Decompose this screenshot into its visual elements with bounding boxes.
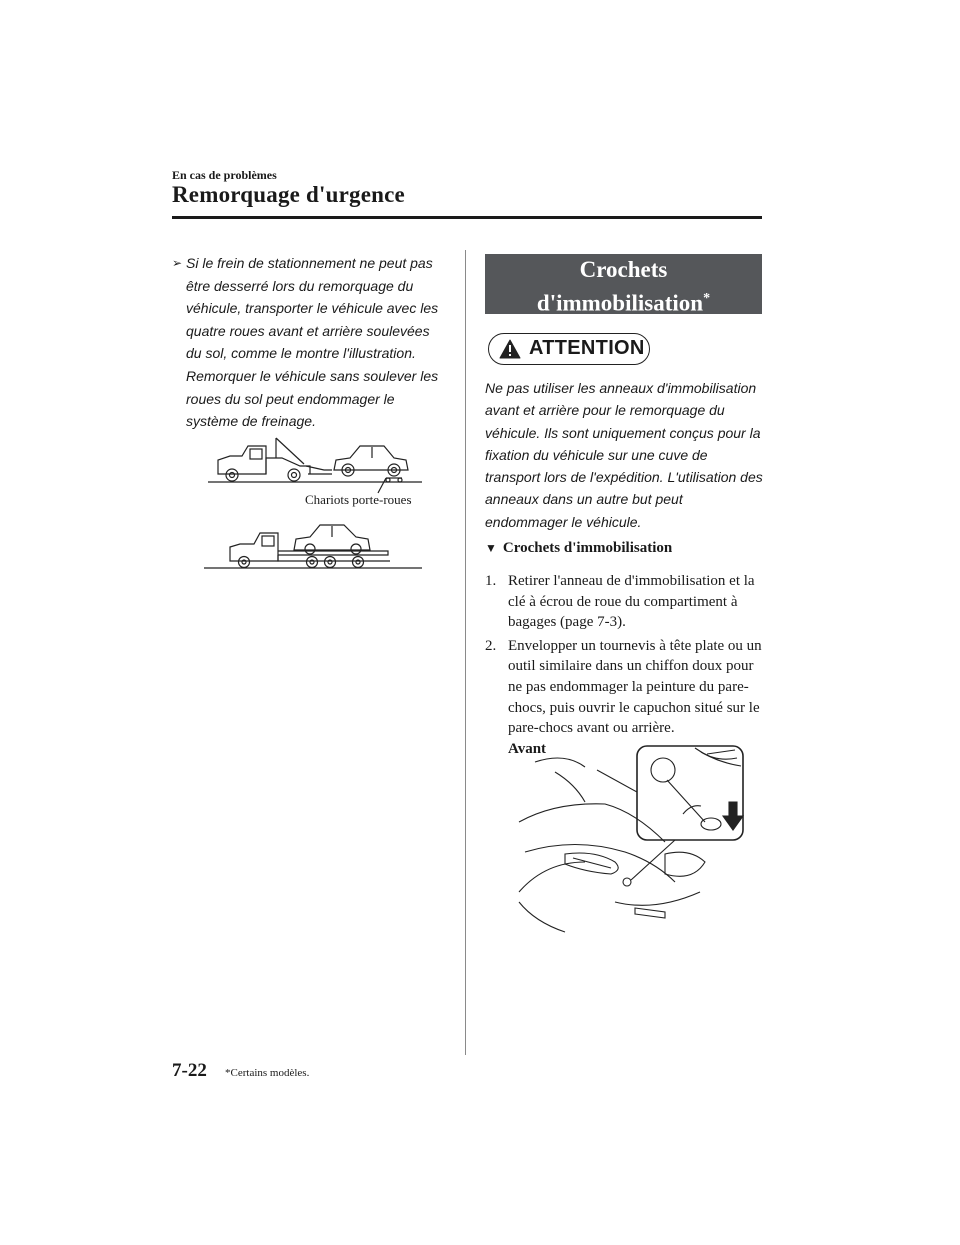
step-text: Envelopper un tournevis à tête plate ou un outil similaire dans un chiffon doux pour ne pas endommager la peinture du pare-chocs, puis ouvrir le capuchon situé sur le pare-chocs avant ou arrière. <box>508 637 762 737</box>
arrow-right-icon: ➢ <box>172 256 183 270</box>
step-item <box>485 571 765 633</box>
steps-list <box>485 571 765 759</box>
section-title-line1: Crochets <box>579 257 668 282</box>
flatbed-truck-illustration <box>200 515 425 575</box>
page-title: Remorquage d'urgence <box>172 182 405 207</box>
attention-badge <box>488 333 650 365</box>
step-number: 2. <box>485 637 497 654</box>
footnote-marker: * <box>703 291 711 306</box>
page-number: 7-22 <box>172 1060 207 1081</box>
warning-triangle-icon <box>499 339 521 359</box>
step-text: Retirer l'anneau de d'immobilisation et la clé à écrou de roue du compartiment à bagages (page 7-3). <box>508 573 755 631</box>
step-item <box>485 636 765 760</box>
bullet-note-text: Si le frein de stationnement ne peut pas être desserré lors du remorquage du véhicule, transporter le véhicule avec les quatre roues avant et arrière soulevées du sol, comme le montre l'illustration. Remorquer le véhicule sans soulever les roues du sol peut endommager le système de freinage. <box>186 255 439 430</box>
footnote: *Certains modèles. <box>225 1067 310 1079</box>
attention-label: ATTENTION <box>529 337 645 359</box>
front-bumper-cap-illustration <box>515 742 765 942</box>
section-title-line2: d'immobilisation* <box>536 290 711 316</box>
subheading: ▼ Crochets d'immobilisation <box>485 540 673 556</box>
illustration-label: Chariots porte-roues <box>305 492 412 507</box>
step-number: 1. <box>485 573 497 589</box>
bullet-note <box>172 252 444 433</box>
attention-text: Ne pas utiliser les anneaux d'immobilisation avant et arrière pour le remorquage du véhicule. Ils sont uniquement conçus pour la fixation du véhicule sur une cuve de transport lors de l'expédition. L'utilisation des anneaux dans un autre but peut endommager le véhicule. <box>485 380 763 530</box>
section-title-box <box>485 254 762 314</box>
figure-label: Avant <box>508 740 547 757</box>
column-divider <box>465 250 466 1055</box>
section-label: En cas de problèmes <box>172 168 277 182</box>
left-column <box>172 252 444 433</box>
triangle-down-icon: ▼ <box>485 541 497 555</box>
title-rule <box>172 216 762 219</box>
